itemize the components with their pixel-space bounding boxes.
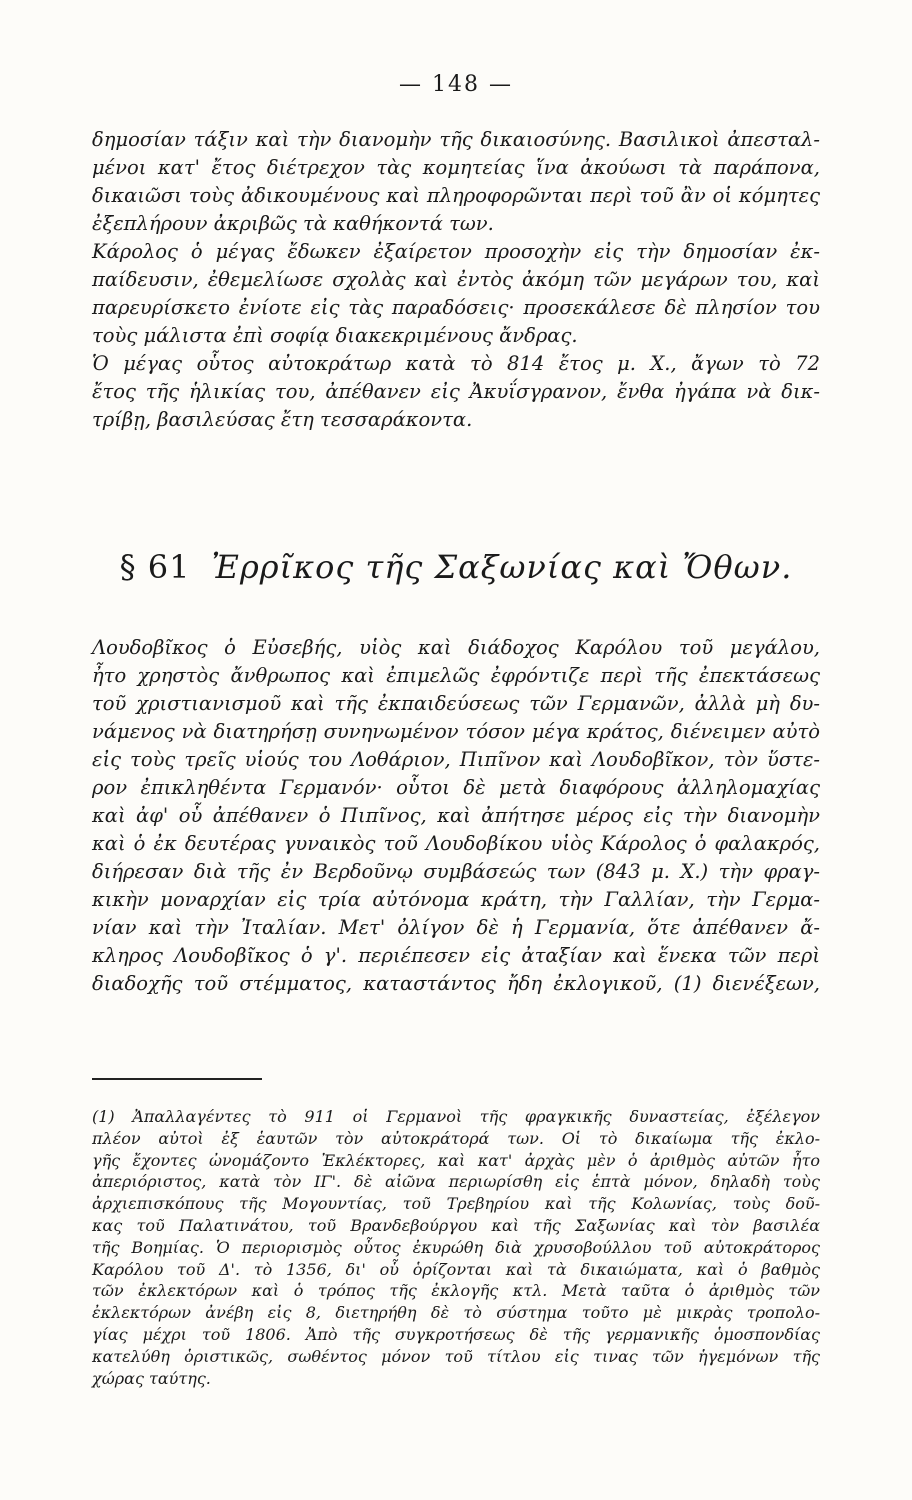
text-line: Κάρολος ὁ μέγας ἔδωκεν ἐξαίρετον προσοχὴν εἰς τὴν δημοσίαν ἐκ- (92, 240, 820, 263)
footnote-line: χώρας ταύτης. (92, 1368, 211, 1388)
footnote-line: ἐκλεκτόρων ἀνέβη εἰς 8, διετηρήθη δὲ τὸ σύστημα τοῦτο μὲ μικρὰς τροπολο- (92, 1303, 820, 1323)
text-line: μένοι κατ' ἔτος διέτρεχον τὰς κομητείας ἵνα ἀκούωσι τὰ παράπονα, (92, 156, 820, 179)
paragraph-block-2 (92, 634, 820, 998)
text-line: ἦτο χρηστὸς ἄνθρωπος καὶ ἐπιμελῶς ἐφρόντιζε περὶ τῆς ἐπεκτάσεως (92, 664, 820, 687)
text-line: ἐξεπλήρουν ἀκριβῶς τὰ καθήκοντά των. (92, 212, 494, 235)
text-line: καὶ ἀφ' οὗ ἀπέθανεν ὁ Πιπῖνος, καὶ ἀπήτησε μέρος εἰς τὴν διανομὴν (92, 804, 820, 827)
text-line: εἰς τοὺς τρεῖς υἱούς του Λοθάριον, Πιπῖνον καὶ Λουδοβῖκον, τὸν ὕστε- (92, 748, 820, 771)
text-line: δημοσίαν τάξιν καὶ τὴν διανομὴν τῆς δικαιοσύνης. Βασιλικοὶ ἀπεσταλ- (92, 128, 820, 151)
page-number: — 148 — (399, 72, 513, 97)
section-title: Ἐρρῖκος τῆς Σαξωνίας καὶ Ὄθων. (211, 548, 793, 586)
footnote-line: ἀπεριόριστος, κατὰ τὸν ΙΓ'. δὲ αἰῶνα περιωρίσθη εἰς ἑπτὰ μόνον, δηλαδὴ τοὺς (92, 1172, 820, 1192)
footnote-line: Καρόλου τοῦ Δ'. τὸ 1356, δι' οὗ ὁρίζονται καὶ τὰ δικαιώματα, καὶ ὁ βαθμὸς (92, 1259, 820, 1279)
text-line: διήρεσαν διὰ τῆς ἐν Βερδοῦνῳ συμβάσεώς των (843 μ. Χ.) τὴν φραγ- (92, 860, 820, 883)
footnote-divider (92, 1078, 262, 1080)
text-line: τρίβῃ, βασιλεύσας ἔτη τεσσαράκοντα. (92, 408, 473, 431)
footnote-line: τῆς Βοημίας. Ὁ περιορισμὸς οὗτος ἐκυρώθη διὰ χρυσοβούλλου τοῦ αὐτοκράτορος (92, 1237, 820, 1257)
section-mark: § 61 (119, 548, 191, 586)
text-line: τοῦ χριστιανισμοῦ καὶ τῆς ἐκπαιδεύσεως τῶν Γερμανῶν, ἀλλὰ μὴ δυ- (92, 692, 820, 715)
text-line: δικαιῶσι τοὺς ἀδικουμένους καὶ πληροφορῶνται περὶ τοῦ ἂν οἱ κόμητες (92, 184, 820, 207)
footnote-line: γῆς ἔχοντες ὠνομάζοντο Ἐκλέκτορες, καὶ κατ' ἀρχὰς μὲν ὁ ἀριθμὸς αὐτῶν ἦτο (92, 1150, 820, 1170)
footnote-line: (1) Ἀπαλλαγέντες τὸ 911 οἱ Γερμανοὶ τῆς φραγκικῆς δυναστείας, ἐξέλεγον (92, 1107, 820, 1126)
footnote-line: γίας μέχρι τοῦ 1806. Ἀπὸ τῆς συγκροτήσεως δὲ τῆς γερμανικῆς ὁμοσπονδίας (92, 1324, 820, 1344)
footnote (92, 1106, 820, 1389)
footnote-line: τῶν ἐκλεκτόρων καὶ ὁ τρόπος τῆς ἐκλογῆς κτλ. Μετὰ ταῦτα ὁ ἀριθμὸς τῶν (92, 1281, 820, 1301)
text-line: διαδοχῆς τοῦ στέμματος, καταστάντος ἤδη ἐκλογικοῦ, (1) διενέξεων, (92, 972, 820, 995)
text-line: Ὁ μέγας οὗτος αὐτοκράτωρ κατὰ τὸ 814 ἔτος μ. Χ., ἄγων τὸ 72 (92, 352, 820, 375)
text-line: Λουδοβῖκος ὁ Εὐσεβής, υἱὸς καὶ διάδοχος Καρόλου τοῦ μεγάλου, (92, 636, 820, 659)
text-line: καὶ ὁ ἐκ δευτέρας γυναικὸς τοῦ Λουδοβίκου υἱὸς Κάρολος ὁ φαλακρός, (92, 832, 820, 855)
footnote-line: ἀρχιεπισκόπους τῆς Μογουντίας, τοῦ Τρεβηρίου καὶ τῆς Κολωνίας, τοὺς δοῦ- (92, 1194, 820, 1214)
text-line: νίαν καὶ τὴν Ἰταλίαν. Μετ' ὀλίγον δὲ ἡ Γερμανία, ὅτε ἀπέθανεν ἄ- (92, 916, 820, 939)
text-line: τοὺς μάλιστα ἐπὶ σοφίᾳ διακεκριμένους ἄνδρας. (92, 324, 578, 347)
text-line: νάμενος νὰ διατηρήσῃ συνηνωμένον τόσον μέγα κράτος, διένειμεν αὐτὸ (92, 720, 820, 743)
paragraph-block-1 (92, 126, 820, 434)
footnote-line: κατελύθη ὁριστικῶς, σωθέντος μόνον τοῦ τίτλου εἰς τινας τῶν ἡγεμόνων τῆς (92, 1346, 820, 1366)
text-line: κληρος Λουδοβῖκος ὁ γ'. περιέπεσεν εἰς ἀταξίαν καὶ ἕνεκα τῶν περὶ (92, 944, 820, 967)
text-line: ἔτος τῆς ἡλικίας του, ἀπέθανεν εἰς Ἀκυΐσγρανον, ἔνθα ἠγάπα νὰ δικ- (92, 380, 820, 403)
section-heading (0, 548, 912, 586)
footnote-line: κας τοῦ Παλατινάτου, τοῦ Βρανδεβούργου καὶ τῆς Σαξωνίας καὶ τὸν βασιλέα (92, 1215, 820, 1235)
text-line: κικὴν μοναρχίαν εἰς τρία αὐτόνομα κράτη, τὴν Γαλλίαν, τὴν Γερμα- (92, 888, 820, 911)
text-line: ρον ἐπικληθέντα Γερμανόν· οὗτοι δὲ μετὰ διαφόρους ἀλληλομαχίας (92, 776, 820, 799)
text-line: παίδευσιν, ἐθεμελίωσε σχολὰς καὶ ἐντὸς ἀκόμη τῶν μεγάρων του, καὶ (92, 268, 820, 291)
footnote-line: πλέον αὐτοὶ ἐξ ἑαυτῶν τὸν αὐτοκράτορά των. Οἱ τὸ δικαίωμα τῆς ἐκλο- (92, 1128, 820, 1148)
text-line: παρευρίσκετο ἐνίοτε εἰς τὰς παραδόσεις· προσεκάλεσε δὲ πλησίον του (92, 296, 820, 319)
